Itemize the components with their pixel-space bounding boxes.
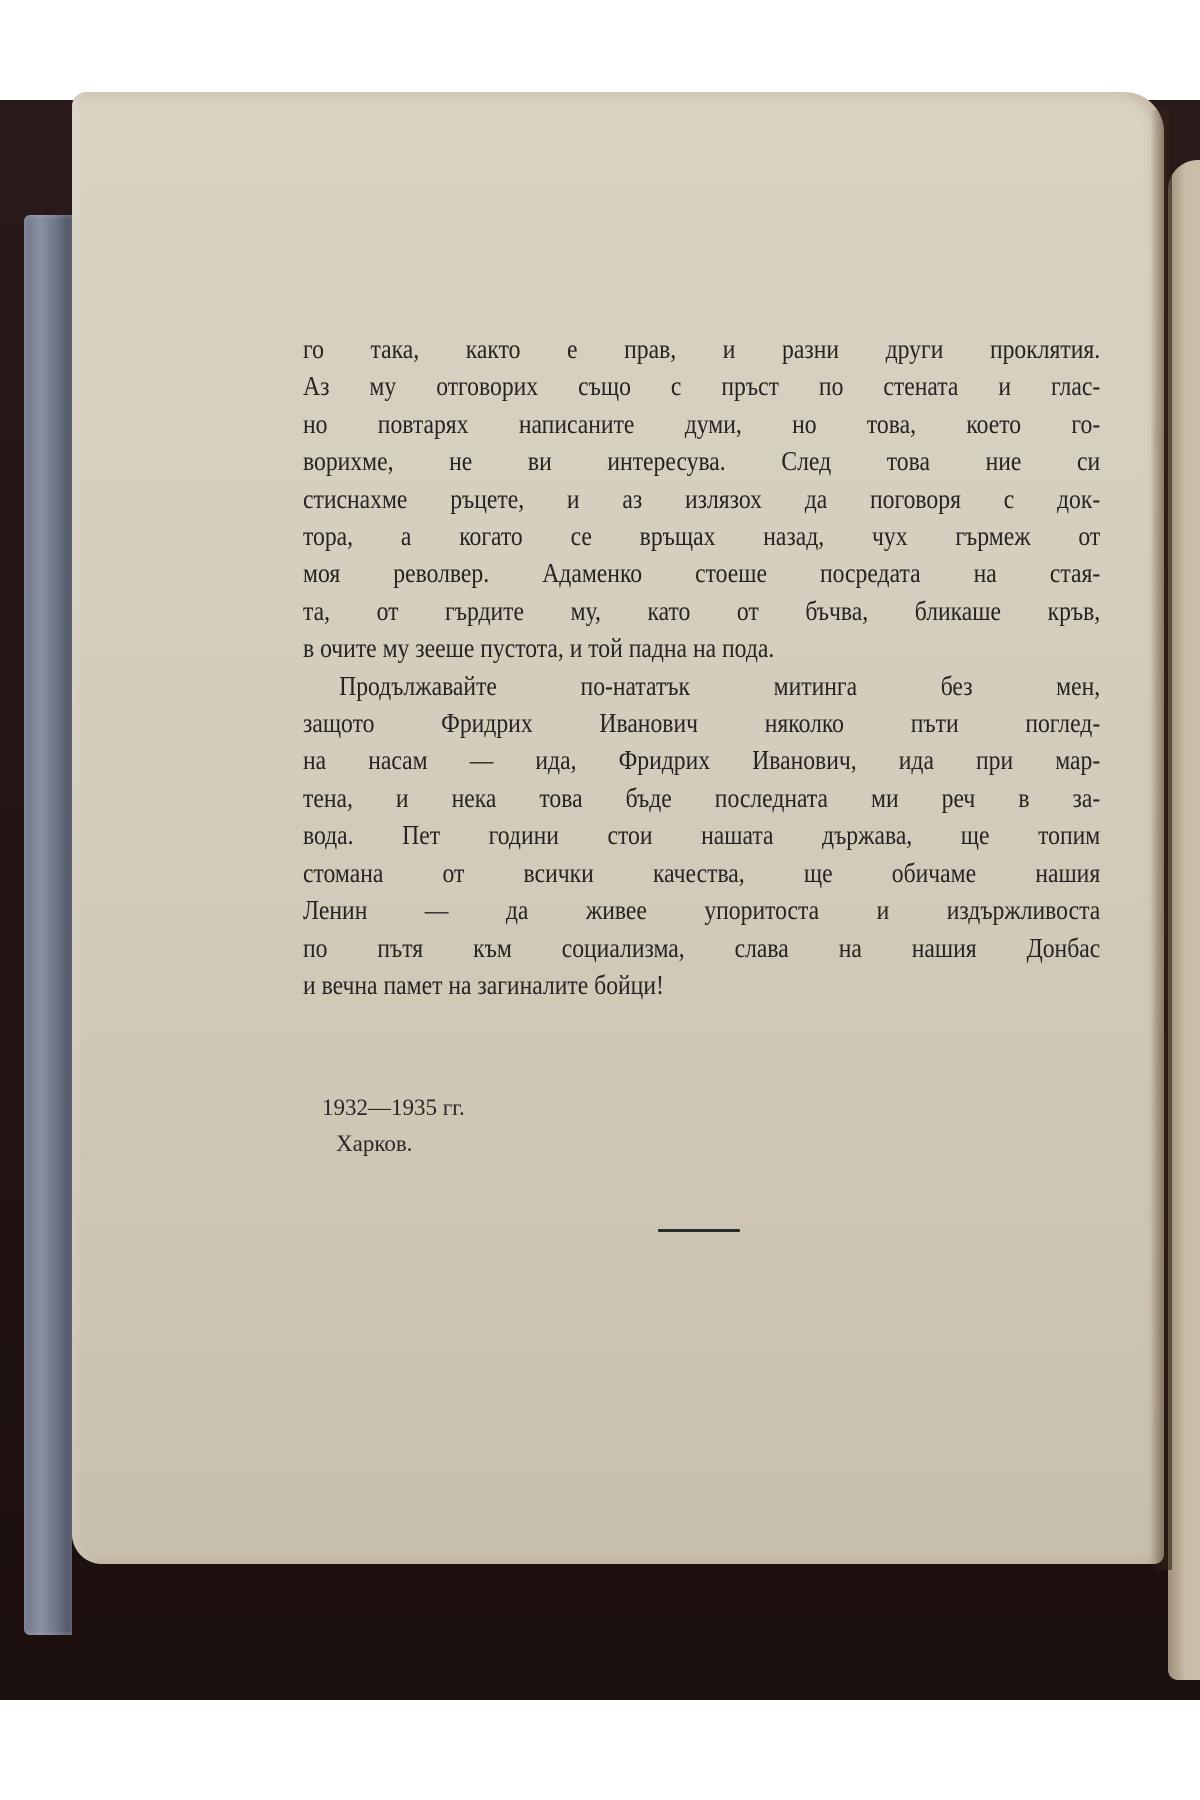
page-body-text — [303, 330, 1101, 1003]
text-line: го така, както е прав, и разни други проклятия. — [303, 333, 1101, 364]
text-line: защото Фридрих Иванович няколко пъти поглед- — [303, 707, 1101, 739]
text-line: в очите му зееше пустота, и той падна на пода. — [303, 632, 775, 664]
text-line: вода. Пет години стои нашата държава, ще топим — [303, 819, 1101, 851]
text-line: по пътя към социализма, слава на нашия Донбас — [303, 931, 1101, 963]
dateline-years: 1932—1935 гг. — [322, 1095, 465, 1120]
text-line: и вечна памет на загиналите бойци! — [303, 968, 664, 1000]
text-line: Аз му отговорих също с пръст по стената и глас- — [303, 370, 1101, 402]
text-line: тена, и нека това бъде последната ми реч в за- — [303, 781, 1101, 813]
end-rule-divider — [658, 1229, 740, 1232]
text-line: но повтарях написаните думи, но това, което го- — [303, 407, 1101, 439]
dateline-signature — [322, 1090, 465, 1162]
text-line: ворихме, не ви интересува. След това ние си — [303, 445, 1101, 477]
book-cover-edge — [24, 215, 72, 1635]
page-gutter-shadow — [1150, 110, 1172, 1570]
text-line: моя револвер. Адаменко стоеше посредата на стая- — [303, 557, 1101, 589]
dateline-place: Харков. — [336, 1131, 413, 1156]
text-line: Ленин — да живее упоритоста и издържливоста — [303, 894, 1101, 926]
text-line: стомана от всички качества, ще обичаме нашия — [303, 856, 1101, 888]
text-line-paragraph-start: Продължавайте по-нататък митинга без мен, — [339, 669, 1101, 701]
text-line: та, от гърдите му, като от бъчва, бликаше кръв, — [303, 594, 1101, 626]
text-line: на насам — ида, Фридрих Иванович, ида при мар- — [303, 744, 1101, 776]
facing-page-edge — [1168, 160, 1200, 1680]
text-line: тора, а когато се връщах назад, чух гърмеж от — [303, 520, 1101, 552]
text-line: стиснахме ръцете, и аз излязох да поговоря с док- — [303, 482, 1101, 514]
